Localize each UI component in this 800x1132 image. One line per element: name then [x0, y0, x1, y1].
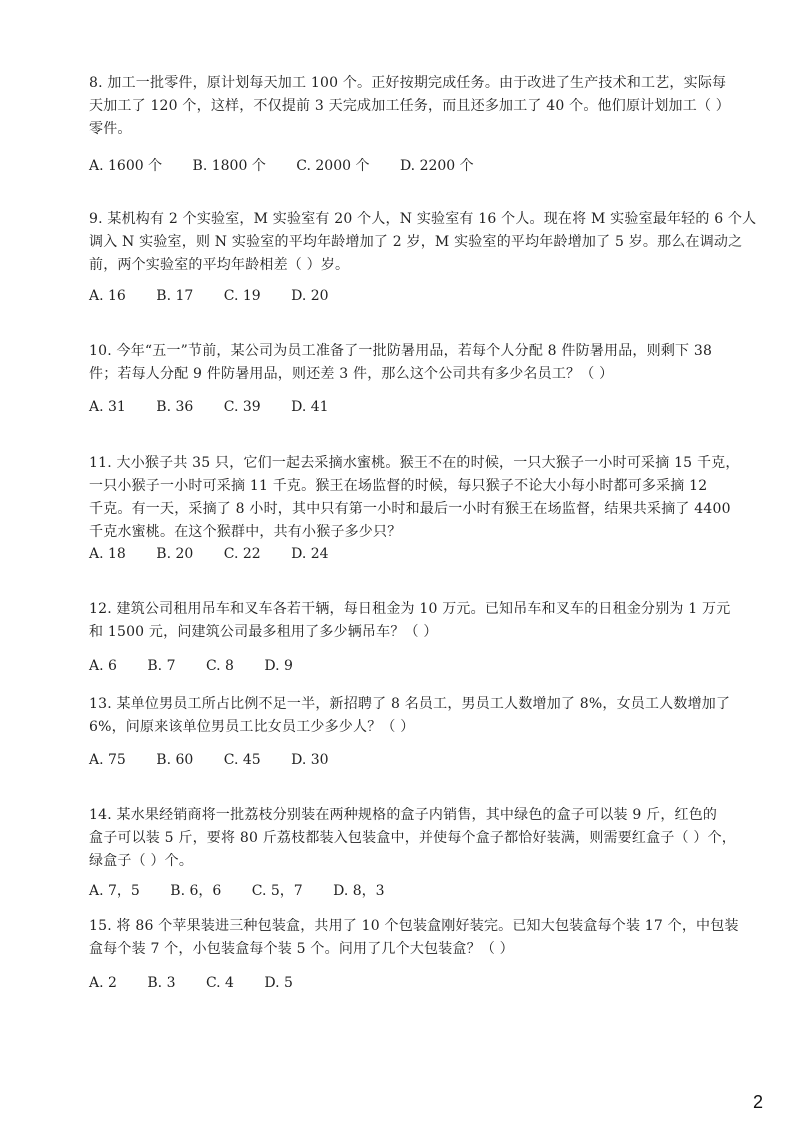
option-c: C. 19: [223, 288, 261, 304]
option-b: B. 6，6: [170, 883, 222, 899]
option-a: A. 6: [89, 658, 117, 674]
question-text-line: 15. 将 86 个苹果装进三种包装盒，共用了 10 个包装盒刚好装完。已知大包装盒每个装 17 个，中包装: [89, 918, 739, 934]
question-text-line: 天加工了 120 个，这样，不仅提前 3 天完成加工任务，而且还多加工了 40 个。他们原计划加工（ ）: [89, 98, 730, 114]
option-d: D. 9: [264, 658, 293, 674]
options-9: [89, 286, 355, 306]
option-c: C. 5，7: [251, 883, 303, 899]
option-c: C. 39: [223, 399, 261, 415]
option-c: C. 2000 个: [296, 158, 370, 174]
question-text-line: 盒子可以装 5 斤，要将 80 斤荔枝都装入包装盒中，并使每个盒子都恰好装满，则需要红盒子（ ）个，: [89, 830, 736, 846]
question-9: [89, 208, 757, 277]
option-b: B. 3: [147, 975, 176, 991]
option-d: D. 8，3: [333, 883, 385, 899]
option-a: A. 16: [89, 288, 126, 304]
option-b: B. 36: [156, 399, 194, 415]
option-c: C. 22: [223, 546, 261, 562]
options-11: [89, 544, 355, 564]
question-15: [89, 915, 739, 961]
option-b: B. 1800 个: [192, 158, 266, 174]
question-text-line: 调入 N 实验室，则 N 实验室的平均年龄增加了 2 岁，M 实验室的平均年龄增加了 5 岁。那么在调动之: [89, 234, 743, 250]
question-12: [89, 598, 729, 644]
options-12: [89, 656, 319, 676]
question-13: [89, 693, 729, 739]
option-d: D. 30: [291, 752, 329, 768]
option-a: A. 31: [89, 399, 126, 415]
question-14: [89, 804, 736, 873]
option-a: A. 7，5: [89, 883, 140, 899]
option-a: A. 75: [89, 752, 126, 768]
question-text-line: 14. 某水果经销商将一批荔枝分别装在两种规格的盒子内销售，其中绿色的盒子可以装 9 斤，红色的: [89, 807, 718, 823]
option-d: D. 20: [291, 288, 329, 304]
question-text-line: 12. 建筑公司租用吊车和叉车各若干辆，每日租金为 10 万元。已知吊车和叉车的日租金分别为 1 万元: [89, 601, 731, 617]
option-b: B. 7: [147, 658, 176, 674]
page-number: 2: [752, 1092, 763, 1112]
option-b: B. 20: [156, 546, 194, 562]
question-text-line: 11. 大小猴子共 35 只，它们一起去采摘水蜜桃。猴王不在的时候，一只大猴子一小时可采摘 15 千克，: [89, 455, 740, 471]
option-d: D. 41: [291, 399, 329, 415]
question-text-line: 9. 某机构有 2 个实验室，M 实验室有 20 个人，N 实验室有 16 个人。现在将 M 实验室最年轻的 6 个人: [89, 211, 757, 227]
question-text-line: 8. 加工一批零件，原计划每天加工 100 个。正好按期完成任务。由于改进了生产技术和工艺，实际每: [89, 75, 727, 91]
option-c: C. 8: [205, 658, 234, 674]
option-a: A. 18: [89, 546, 126, 562]
options-10: [89, 397, 355, 417]
option-d: D. 24: [291, 546, 329, 562]
option-d: D. 2200 个: [399, 158, 474, 174]
question-text-line: 零件。: [89, 121, 132, 137]
question-text-line: 13. 某单位男员工所占比例不足一半，新招聘了 8 名员工，男员工人数增加了 8%，女员工人数增加了: [89, 696, 731, 712]
options-13: [89, 750, 355, 770]
option-b: B. 17: [156, 288, 194, 304]
question-text-line: 一只小猴子一小时可采摘 11 千克。猴王在场监督的时候，每只猴子不论大小每小时都可多采摘 12: [89, 478, 708, 494]
question-text-line: 和 1500 元，问建筑公司最多租用了多少辆吊车？（ ）: [89, 624, 438, 640]
question-text-line: 10. 今年“五一”节前，某公司为员工准备了一批防暑用品，若每个人分配 8 件防暑用品，则剩下 38: [89, 343, 713, 359]
option-a: A. 1600 个: [89, 158, 163, 174]
question-10: [89, 340, 729, 386]
question-text-line: 6%，问原来该单位男员工比女员工少多少人？（ ）: [89, 719, 415, 735]
options-8: [89, 156, 500, 176]
option-c: C. 45: [223, 752, 261, 768]
question-text-line: 千克水蜜桃。在这个猴群中，共有小猴子多少只？: [89, 524, 402, 540]
question-text-line: 千克。有一天，采摘了 8 小时，其中只有第一小时和最后一小时有猴王在场监督，结果共采摘了 4400: [89, 501, 731, 517]
option-b: B. 60: [156, 752, 194, 768]
options-15: [89, 973, 319, 993]
question-11: [89, 452, 740, 544]
question-text-line: 盒每个装 7 个，小包装盒每个装 5 个。问用了几个大包装盒？（ ）: [89, 941, 514, 957]
question-text-line: 前，两个实验室的平均年龄相差（ ）岁。: [89, 257, 350, 273]
question-text-line: 绿盒子（ ）个。: [89, 853, 194, 869]
option-a: A. 2: [89, 975, 117, 991]
options-14: [89, 881, 411, 901]
option-d: D. 5: [264, 975, 293, 991]
option-c: C. 4: [205, 975, 234, 991]
question-8: [89, 72, 729, 141]
question-text-line: 件；若每人分配 9 件防暑用品，则还差 3 件，那么这个公司共有多少名员工？（ ）: [89, 366, 614, 382]
